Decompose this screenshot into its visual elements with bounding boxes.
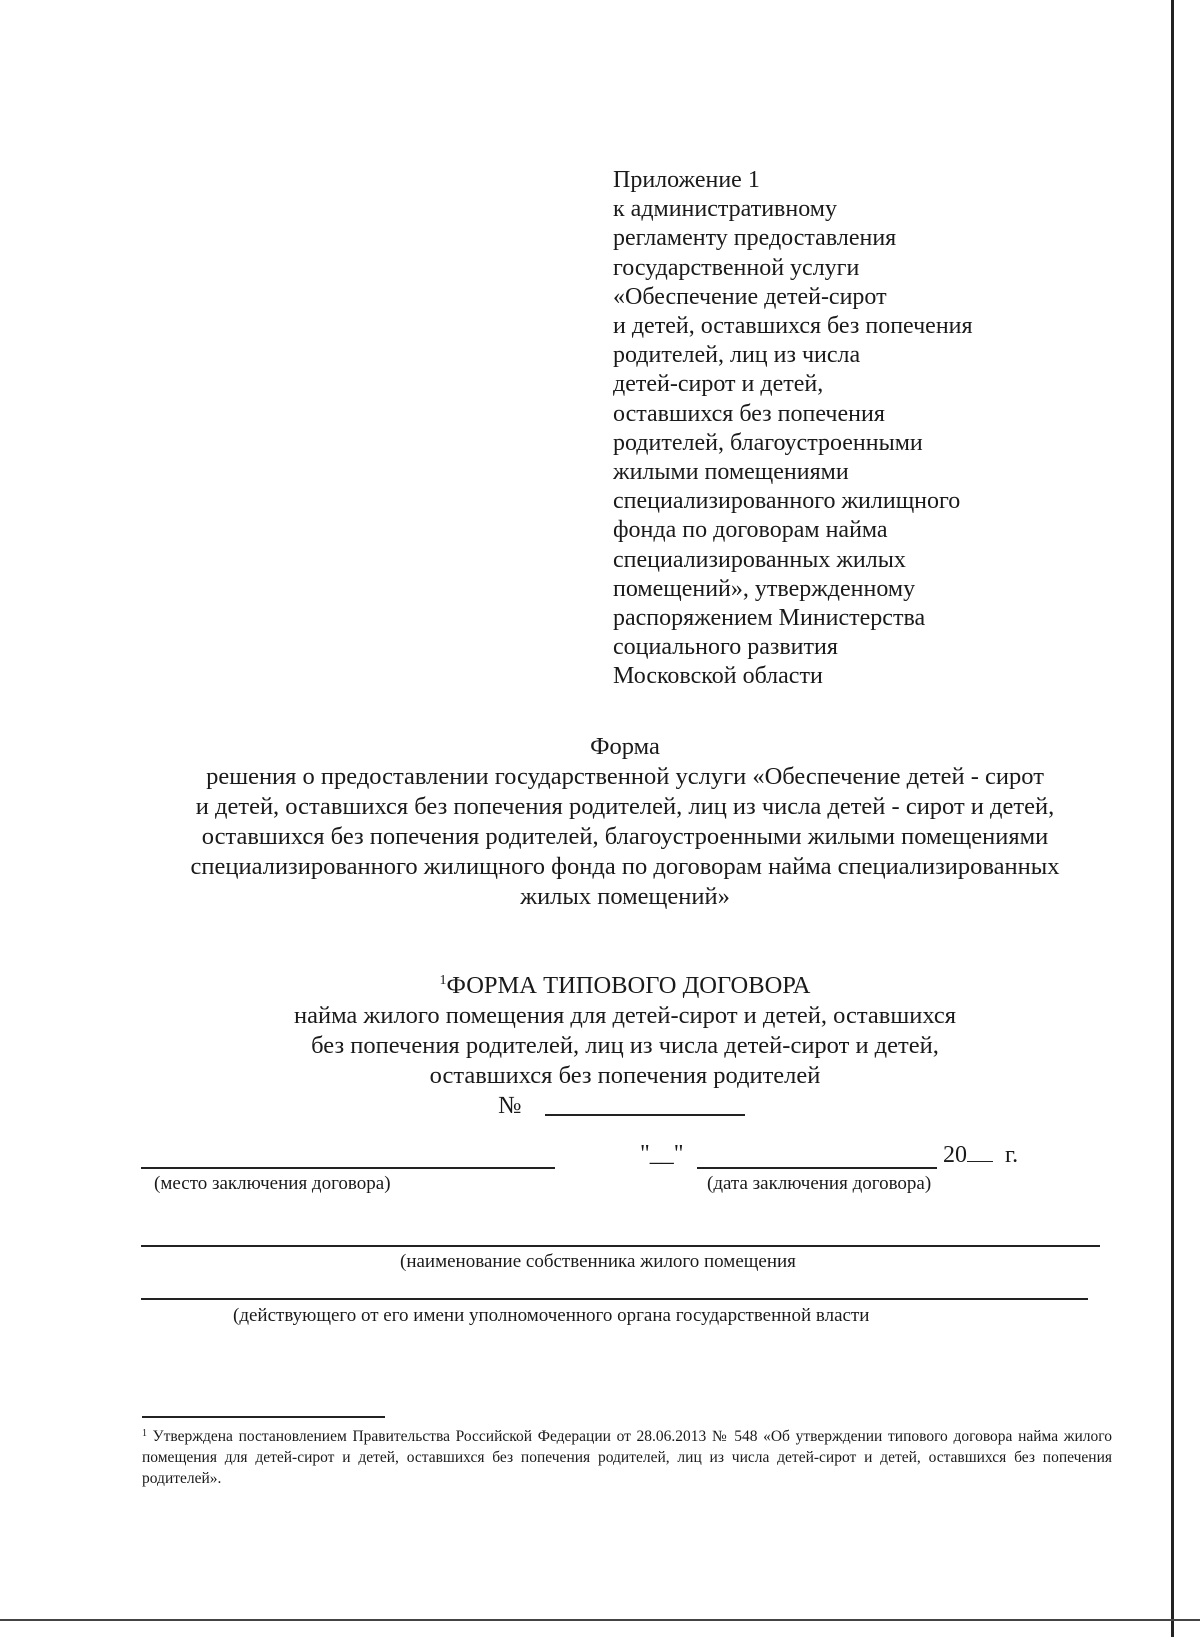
contract-number-row [0,1091,1200,1121]
appendix-line: Приложение 1 [613,167,760,193]
form-heading-line: решения о предоставлении государственной услуги «Обеспечение детей - сирот [206,763,1044,790]
appendix-line: помещений», утвержденному [613,575,916,602]
appendix-line: детей-сирот и детей, [613,371,824,398]
date-year-prefix: 20 [943,1142,967,1168]
date-quotes: "__" [640,1141,684,1167]
date-caption: (дата заключения договора) [707,1173,932,1194]
contract-subtitle-line: оставшихся без попечения родителей [429,1062,821,1089]
page-edge-bottom [0,1619,1200,1621]
appendix-line: к административному [613,196,837,223]
form-heading-line: и детей, оставшихся без попечения родителей, лиц из числа детей - сирот и детей, [195,793,1055,820]
date-year [943,1141,1018,1169]
form-heading-line: жилых помещений» [520,883,730,910]
place-caption: (место заключения договора) [154,1173,391,1194]
appendix-line: распоряжением Министерства [613,605,926,632]
date-field[interactable] [697,1167,937,1169]
appendix-line: регламенту предоставления [613,225,897,252]
contract-title-text: ФОРМА ТИПОВОГО ДОГОВОРА [446,972,811,999]
form-heading-line: оставшихся без попечения родителей, благоустроенными жилыми помещениями [201,823,1049,850]
contract-subtitle-line: найма жилого помещения для детей-сирот и детей, оставшихся [293,1002,957,1029]
place-field[interactable] [141,1167,555,1169]
appendix-line: фонда по договорам найма [613,517,888,544]
contract-subtitle-line: без попечения родителей, лиц из числа детей-сирот и детей, [311,1032,939,1059]
contract-title-block [0,966,1200,1121]
appendix-line: специализированного жилищного [613,488,961,515]
contract-number-field[interactable] [545,1114,745,1116]
contract-title [0,966,1200,1001]
appendix-block [613,166,1073,692]
appendix-line: «Обеспечение детей-сирот [613,283,887,310]
owner-field[interactable] [141,1245,1100,1247]
form-heading [0,732,1200,912]
appendix-line: родителей, благоустроенными [613,429,923,456]
year-field[interactable] [967,1141,993,1162]
footnote-reference: 1 [439,973,447,988]
appendix-line: государственной услуги [613,254,860,281]
appendix-line: родителей, лиц из числа [613,342,861,369]
contract-number-label: № [498,1092,522,1119]
form-heading-line: Форма [590,733,660,760]
authority-field[interactable] [141,1298,1088,1300]
appendix-line: оставшихся без попечения [613,400,885,427]
authority-caption: (действующего от его имени уполномоченного органа государственной власти [233,1305,870,1326]
owner-caption: (наименование собственника жилого помещения [400,1251,796,1272]
footnote-separator [142,1416,385,1418]
appendix-line: жилыми помещениями [613,459,849,486]
footnote [142,1423,1112,1489]
appendix-line: Московской области [613,663,823,690]
date-year-suffix: г. [1005,1142,1019,1168]
footnote-mark: 1 [142,1428,147,1439]
form-heading-line: специализированного жилищного фонда по договорам найма специализированных [190,853,1060,880]
appendix-line: социального развития [613,634,838,661]
footnote-text: Утверждена постановлением Правительства Российской Федерации от 28.06.2013 № 548 «Об утверждении типового договора найма жилого помещения для детей-сирот и детей, оставшихся без попечения родителей, лиц из числа детей-сирот и детей, оставшихся без попечения родителей». [142,1428,1113,1487]
appendix-line: специализированных жилых [613,546,906,573]
appendix-line: и детей, оставшихся без попечения [613,313,973,340]
